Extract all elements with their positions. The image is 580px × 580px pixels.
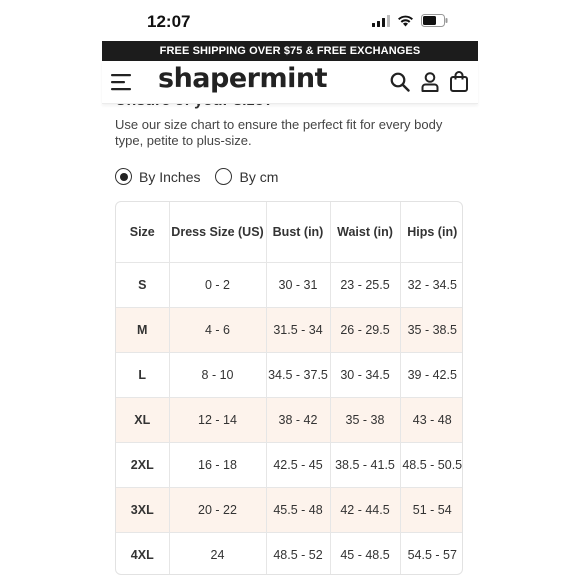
cart-icon[interactable] — [450, 71, 468, 92]
status-bar — [0, 0, 580, 41]
search-icon[interactable] — [390, 72, 410, 92]
wifi-icon — [397, 15, 414, 27]
bust-cell: 34.5 - 37.5 — [266, 353, 330, 398]
waist-cell: 38.5 - 41.5 — [330, 443, 400, 488]
unit-toggle — [115, 168, 293, 185]
header-waist: Waist (in) — [330, 202, 400, 263]
waist-cell: 30 - 34.5 — [330, 353, 400, 398]
dress-size-cell: 24 — [169, 533, 266, 576]
account-icon[interactable] — [421, 72, 439, 92]
bust-cell: 48.5 - 52 — [266, 533, 330, 576]
hips-cell: 43 - 48 — [400, 398, 463, 443]
bust-cell: 42.5 - 45 — [266, 443, 330, 488]
waist-cell: 45 - 48.5 — [330, 533, 400, 576]
hips-cell: 48.5 - 50.5 — [400, 443, 463, 488]
radio-cm[interactable] — [215, 168, 232, 185]
status-time: 12:07 — [147, 12, 191, 31]
dress-size-cell: 4 - 6 — [169, 308, 266, 353]
size-cell: 3XL — [116, 488, 169, 533]
header-bust: Bust (in) — [266, 202, 330, 263]
menu-icon[interactable] — [111, 73, 133, 91]
size-cell: 4XL — [116, 533, 169, 576]
dress-size-cell: 12 - 14 — [169, 398, 266, 443]
size-chart-intro: Use our size chart to ensure the perfect fit for every body type, petite to plus-size. — [115, 117, 443, 148]
header-hips: Hips (in) — [400, 202, 463, 263]
battery-icon — [421, 14, 448, 27]
size-cell: S — [116, 263, 169, 308]
size-cell: L — [116, 353, 169, 398]
radio-cm-label: By cm — [239, 168, 279, 185]
waist-cell: 26 - 29.5 — [330, 308, 400, 353]
table-row — [116, 353, 463, 398]
header-dress-size: Dress Size (US) — [169, 202, 266, 263]
header-size: Size — [116, 202, 169, 263]
size-cell: M — [116, 308, 169, 353]
bust-cell: 45.5 - 48 — [266, 488, 330, 533]
dress-size-cell: 16 - 18 — [169, 443, 266, 488]
table-row — [116, 488, 463, 533]
dress-size-cell: 8 - 10 — [169, 353, 266, 398]
unit-option-inches[interactable] — [115, 168, 200, 185]
waist-cell: 42 - 44.5 — [330, 488, 400, 533]
dress-size-cell: 20 - 22 — [169, 488, 266, 533]
radio-inches[interactable] — [115, 168, 132, 185]
waist-cell: 23 - 25.5 — [330, 263, 400, 308]
status-icons — [372, 14, 448, 27]
table-row — [116, 398, 463, 443]
shapermint-logo[interactable]: shapermint — [158, 63, 327, 94]
hips-cell: 35 - 38.5 — [400, 308, 463, 353]
header-actions — [390, 71, 468, 92]
hips-cell: 39 - 42.5 — [400, 353, 463, 398]
table-row — [116, 533, 463, 576]
site-header — [102, 61, 478, 104]
size-table — [116, 202, 463, 575]
promo-banner[interactable]: FREE SHIPPING OVER $75 & FREE EXCHANGES — [102, 41, 478, 61]
size-chart — [115, 201, 463, 575]
hips-cell: 51 - 54 — [400, 488, 463, 533]
bust-cell: 38 - 42 — [266, 398, 330, 443]
unit-option-cm[interactable] — [215, 168, 278, 185]
size-cell: 2XL — [116, 443, 169, 488]
hips-cell: 54.5 - 57 — [407, 548, 457, 562]
table-row — [116, 443, 463, 488]
table-row — [116, 308, 463, 353]
table-row — [116, 263, 463, 308]
waist-cell: 35 - 38 — [330, 398, 400, 443]
radio-inches-label: By Inches — [139, 168, 201, 185]
bust-cell: 31.5 - 34 — [266, 308, 330, 353]
table-header-row — [116, 202, 463, 263]
hips-cell: 32 - 34.5 — [400, 263, 463, 308]
dress-size-cell: 0 - 2 — [169, 263, 266, 308]
signal-icon — [372, 15, 390, 27]
bust-cell: 30 - 31 — [266, 263, 330, 308]
size-cell: XL — [116, 398, 169, 443]
